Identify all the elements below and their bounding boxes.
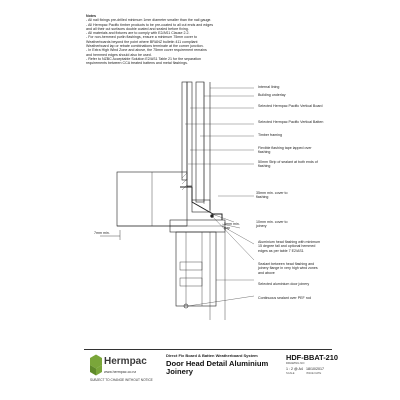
note-line: and hemmed edges should also be used.	[86, 52, 152, 57]
callout-continuous-sealant: Continuous sealant over PEF rod	[258, 296, 311, 300]
drawing-title	[166, 360, 268, 377]
note-line: - All materials and fixtures are to comply with E2/AS1 Clause 2.2.	[86, 31, 190, 36]
note-line: - For non-hemmed purlin flashings, ensure a minimum 75mm cover to	[86, 35, 198, 40]
callout-flexible-flashing-tape: Flexible flashing tape lapped over flashing	[258, 146, 312, 155]
note-line: - All nail fixings pre-drilled minimum 1mm diameter smaller than the nail gauge.	[86, 18, 212, 23]
callout-door-joinery: Selected aluminium door joinery	[258, 282, 310, 286]
callout-vertical-board: Selected Hermpac Pacific Vertical Board	[258, 104, 323, 108]
issue-date: 18/10/2017	[306, 367, 324, 371]
callout-sealant-strip: 50mm Strip of sealant at both ends of flashing	[258, 160, 318, 169]
scale-caption: SCALE	[286, 372, 295, 375]
notes-title: Notes	[86, 14, 96, 18]
timber-framing	[196, 82, 204, 202]
note-line: Weatherboard lap or rebate combinations terminate at the corner junction.	[86, 44, 204, 49]
callout-vertical-batten: Selected Hermpac Pacific Vertical Batten	[258, 120, 324, 124]
note-line: Weatherboards beyond the point where BRANZ bulletin 411 compliant	[86, 39, 198, 44]
drawing-number: HDF-BBAT-210	[286, 353, 339, 362]
callout-aluminium-head-flashing: Aluminium head flashing with minimum 15 degree fall and optional hemmed edges as per table 7 E2/AS1	[258, 240, 321, 253]
callout-5mm-gap: 5mm min. gap	[224, 222, 240, 231]
drawing-number-caption: DRAWING NO	[286, 361, 305, 365]
callout-building-underlay: Building underlay	[258, 93, 286, 97]
disclaimer: SUBJECT TO CHANGE WITHOUT NOTICE	[90, 378, 153, 382]
drawing-scale: 1 : 2 @ A4	[286, 367, 303, 371]
callout-10mm-cover: 10mm min. cover to joinery	[256, 220, 288, 229]
callout-timber-framing: Timber framing	[258, 133, 283, 137]
drawing-title-line: Door Head Detail Aluminium	[166, 359, 269, 368]
drawing-title-line: Joinery	[166, 367, 194, 377]
vertical-board	[187, 82, 192, 186]
note-line: - Refer to NZBC Acceptable Solution E2/AS1 Table 21 for the separation	[86, 56, 201, 61]
callout-35mm-cover: 35mm min. cover to flashing	[256, 191, 288, 200]
head-flashing	[180, 187, 222, 220]
brand-url[interactable]: www.hermpac.co.nz	[104, 370, 137, 374]
date-caption: ISSUE DATE	[306, 372, 322, 375]
brand-name: Hermpac	[104, 356, 147, 367]
note-line: - In Extra High Wind Zone and above, the 75mm cover requirement remains	[86, 48, 207, 53]
vertical-batten	[182, 82, 187, 180]
drawing-subtitle: Direct Fix Board & Batten Weatherboard System	[166, 353, 258, 358]
note-line: and all their cut surfaces double coated and sealed before fixing.	[86, 26, 189, 31]
callout-internal-lining: Internal lining	[258, 85, 280, 89]
callout-7mm-min: 7mm min.	[94, 231, 110, 235]
note-line: requirements between CCA treated battens and metal flashings.	[86, 61, 188, 66]
callout-sealant-head-flashing: Sealant between head flashing and joinery flange in very high wind zones and above	[258, 262, 318, 275]
note-line: - All Hermpac Pacific timber products to be pre-coated to all cut ends and edges	[86, 22, 214, 27]
